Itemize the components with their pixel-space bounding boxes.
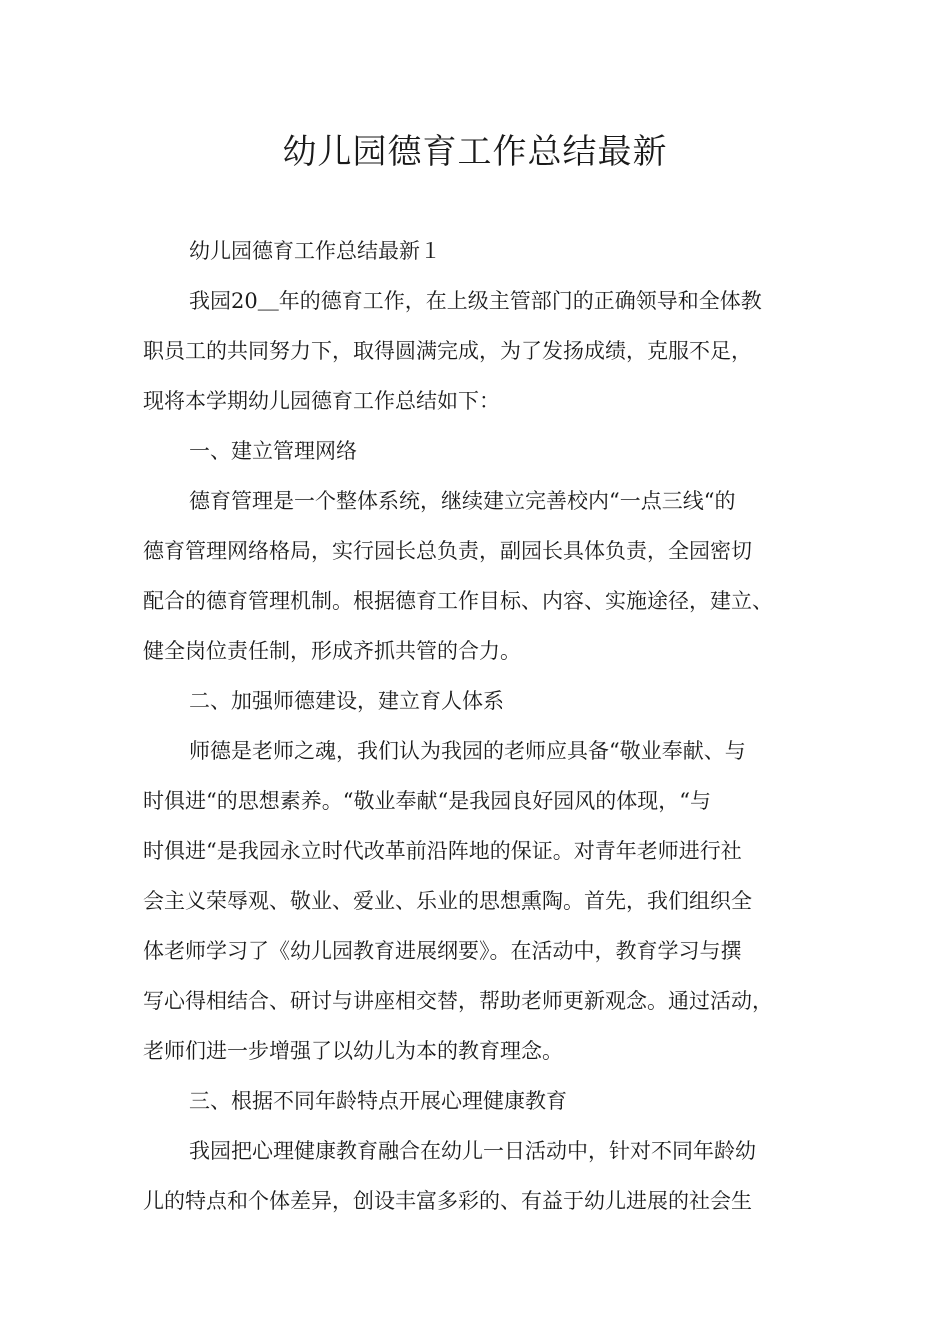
text-line: 一、建立管理网络	[189, 439, 357, 463]
text-line: 德育管理网络格局，实行园长总负责，副园长具体负责，全园密切	[143, 539, 752, 563]
text-line: 时俱进“是我园永立时代改革前沿阵地的保证。对青年老师进行社	[143, 839, 742, 863]
text-line: 我园把心理健康教育融合在幼儿一日活动中，针对不同年龄幼	[189, 1139, 756, 1163]
text-line: 体老师学习了《幼儿园教育进展纲要》。在活动中，教育学习与撰	[143, 939, 742, 963]
text-line: 师德是老师之魂，我们认为我园的老师应具备“敬业奉献、与	[189, 739, 746, 763]
text-line: 德育管理是一个整体系统，继续建立完善校内“一点三线“的	[189, 489, 736, 513]
text-line: 幼儿园德育工作总结最新１	[189, 239, 441, 263]
text-line: 现将本学期幼儿园德育工作总结如下：	[143, 389, 500, 413]
text-line: 配合的德育管理机制。根据德育工作目标、内容、实施途径，建立、	[143, 589, 773, 613]
text-line: 写心得相结合、研讨与讲座相交替，帮助老师更新观念。通过活动，	[143, 989, 773, 1013]
text-line: 职员工的共同努力下，取得圆满完成，为了发扬成绩，克服不足，	[143, 339, 752, 363]
text-line: 会主义荣辱观、敬业、爱业、乐业的思想熏陶。首先，我们组织全	[143, 889, 752, 913]
text-line: 时俱进“的思想素养。“敬业奉献“是我园良好园风的体现，“与	[143, 789, 711, 813]
document-body	[143, 226, 825, 1226]
text-line: 二、加强师德建设，建立育人体系	[189, 689, 504, 713]
text-line: 三、根据不同年龄特点开展心理健康教育	[189, 1089, 567, 1113]
text-line: 我园20＿年的德育工作，在上级主管部门的正确领导和全体教	[189, 289, 762, 313]
text-line: 健全岗位责任制，形成齐抓共管的合力。	[143, 639, 521, 663]
text-line: 儿的特点和个体差异，创设丰富多彩的、有益于幼儿进展的社会生	[143, 1189, 752, 1213]
document-title: 幼儿园德育工作总结最新	[282, 132, 668, 172]
text-line: 老师们进一步增强了以幼儿为本的教育理念。	[143, 1039, 563, 1063]
